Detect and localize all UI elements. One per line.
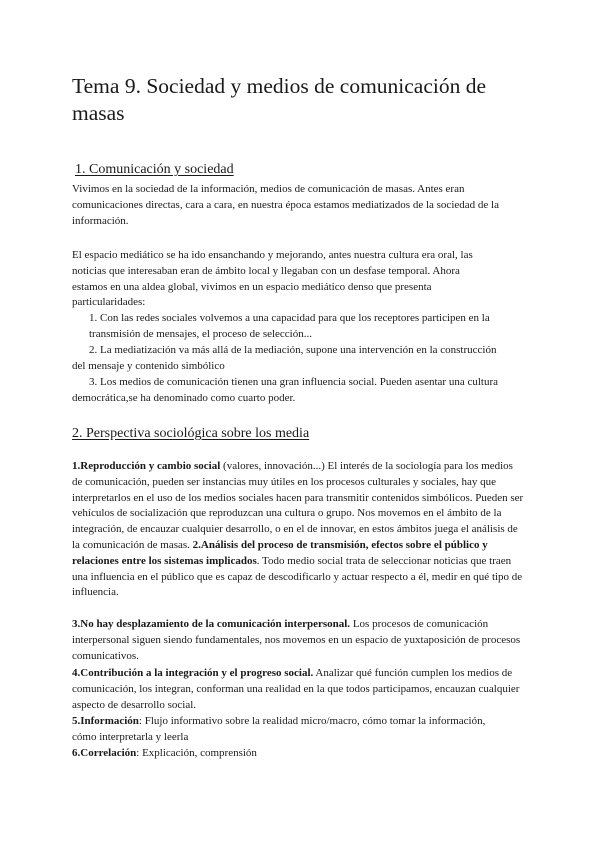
point-2-text: . Todo medio social trata de seleccionar noticias que traen una influencia en el público que es capaz de descodificarlo y actuar respecto a él, medir en qué tipo de influencia. [72, 554, 523, 599]
point-1-label: 1.Reproducción y cambio social [72, 460, 221, 472]
list-item-text: La mediatización va más allá de la mediación, supone una intervención en la construcción del mensaje y contenido simbólico [72, 344, 497, 372]
section-2-paragraph-5 [72, 714, 492, 746]
list-item [89, 311, 521, 343]
list-item [72, 375, 512, 407]
section-2-paragraph-6 [72, 746, 492, 762]
point-5-text: : Flujo informativo sobre la realidad micro/macro, cómo tomar la información, cómo interpretarla y leerla [72, 715, 486, 743]
list-item-text: Con las redes sociales volvemos a una capacidad para que los receptores participen en la transmisión de mensajes, el proceso de selección... [89, 312, 490, 340]
point-4-text: Analizar qué función cumplen los medios de comunicación, los integran, conforman una realidad en la que todos participamos, encauzan cualquier aspecto de desarrollo social. [72, 667, 520, 711]
point-3-label: 3.No hay desplazamiento de la comunicación interpersonal. [72, 618, 351, 630]
point-6-text: : Explicación, comprensión [136, 747, 257, 759]
point-6-label: 6.Correlación [72, 747, 137, 759]
point-3-text: Los procesos de comunicación interpersonal siguen siendo fundamentales, nos movemos en un espacio de yuxtaposición de procesos comunicativos. [72, 618, 521, 662]
point-1-text: (valores, innovación...) El interés de la sociología para los medios de comunicación, pueden ser instancias muy útiles en los procesos culturales y sociales, hay que interpretarlos en el uso de los medios sociales hacen para transmitir contenidos simbólicos. Pueden ser vehículos de socialización que reproduzcan una cultura o grupo. Nos movemos en el ámbito de la integración, de encauzar cualquier desarrollo, o en el de innovar, en estos ámbitos juega el análisis de la comunicación de masas. [72, 460, 524, 551]
section-1-paragraph-2: El espacio mediático se ha ido ensanchando y mejorando, antes nuestra cultura era oral, las noticias que interesaban eran de ámbito local y llegaban con un desfase temporal. Ahora estamos en una aldea global, vivimos en un espacio mediático denso que presenta particularidades: [72, 249, 473, 309]
list-item-number: 3. [89, 376, 98, 388]
list-item-text: Los medios de comunicación tienen una gran influencia social. Pueden asentar una cultura democrática,se ha denominado como cuarto poder. [72, 376, 498, 404]
list-item [72, 343, 502, 375]
section-1-paragraph-1: Vivimos en la sociedad de la información, medios de comunicación de masas. Antes eran comunicaciones directas, cara a cara, en nuestra época estamos mediatizados de la sociedad de la información. [72, 183, 499, 227]
list-item-number: 2. [89, 344, 98, 356]
section-2-paragraph-1 [72, 459, 526, 601]
section-2-paragraph-4 [72, 666, 522, 713]
section-1-heading: 1. Comunicación y sociedad [75, 162, 234, 177]
point-5-label: 5.Información [72, 715, 139, 727]
point-2-label: 2.Análisis del proceso de transmisión, efectos sobre el público y relaciones entre los sistemas implicados [72, 538, 488, 567]
section-2-paragraph-3 [72, 617, 522, 664]
section-2-heading: 2. Perspectiva sociológica sobre los media [72, 426, 310, 441]
page-title: Tema 9. Sociedad y medios de comunicación de masas [72, 74, 487, 125]
point-4-label: 4.Contribución a la integración y el progreso social. [72, 667, 314, 679]
list-item-number: 1. [89, 312, 98, 324]
